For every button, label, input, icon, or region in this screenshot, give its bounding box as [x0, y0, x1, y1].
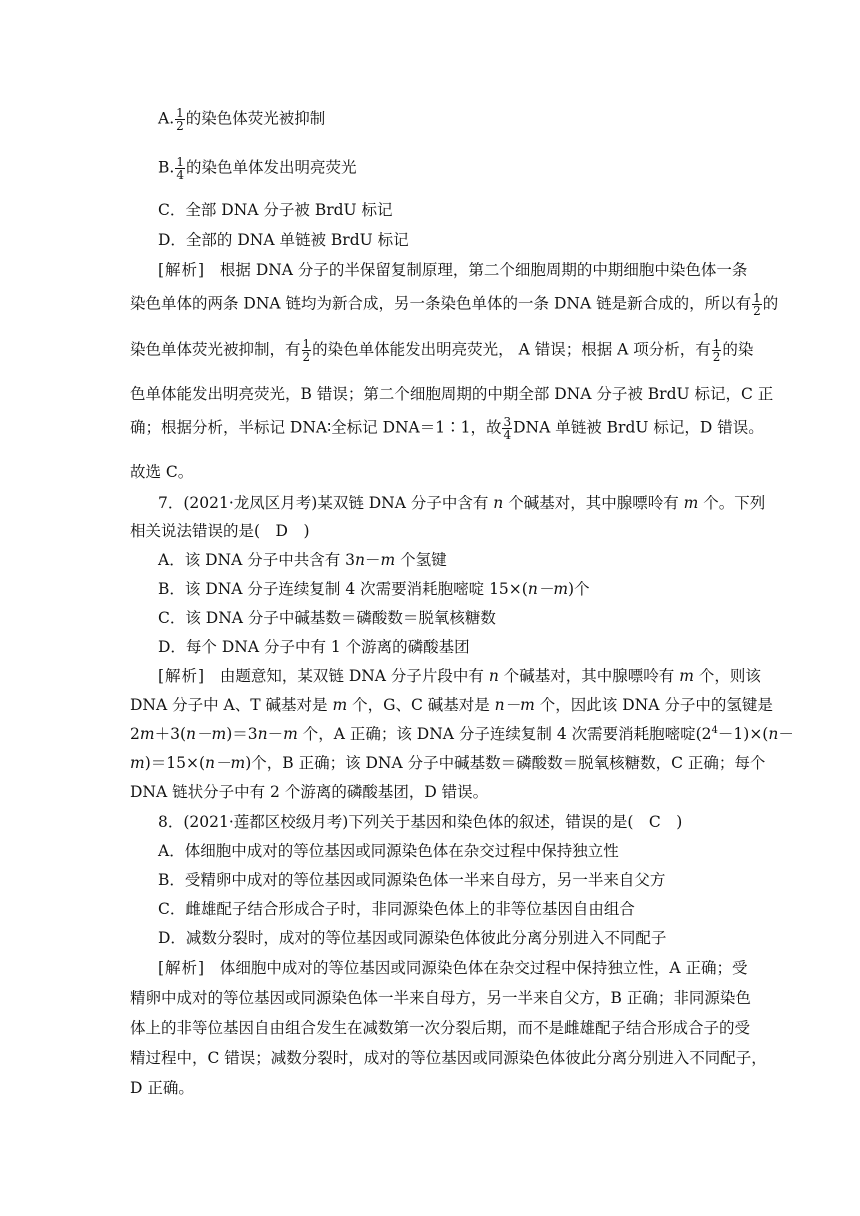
q7-stem-line-1: 7．(2021·龙凤区月考)某双链 DNA 分子中含有 n 个碱基对，其中腺嘌呤有 m 个。下列 — [158, 494, 766, 512]
q8-option-d: D．减数分裂时，成对的等位基因或同源染色体彼此分离分别进入不同配子 — [158, 929, 667, 947]
q7-stem-line-2: 相关说法错误的是( D ) — [130, 522, 310, 540]
q6-option-c: C．全部 DNA 分子被 BrdU 标记 — [158, 201, 393, 219]
fraction: $\frac{1}{4}$ — [176, 155, 184, 182]
q6-analysis-line-6: 故选 C。 — [130, 463, 194, 481]
q6-analysis-line-1: [解析] 根据 DNA 分子的半保留复制原理，第二个细胞周期的中期细胞中染色体一条 — [158, 261, 748, 279]
q7-option-c: C．该 DNA 分子中碱基数＝磷酸数＝脱氧核糖数 — [158, 609, 496, 627]
q6-option-d: D．全部的 DNA 单链被 BrdU 标记 — [158, 231, 409, 249]
analysis-tag: [解析] — [158, 959, 206, 977]
q7-option-a: A．该 DNA 分子中共含有 3n－m 个氢键 — [158, 551, 447, 569]
q6-analysis-line-3: 染色单体荧光被抑制，有 $\frac{1}{2}$ 的染色单体能发出明亮荧光， A 错误；根据 A 项分析，有 $\frac{1}{2}$ 的染 — [130, 337, 754, 364]
q8-analysis-line-1: [解析] 体细胞中成对的等位基因或同源染色体在杂交过程中保持独立性，A 正确；受 — [158, 959, 748, 977]
q6-option-a: A. $\frac{1}{2}$ 的染色体荧光被抑制 — [158, 106, 326, 133]
q7-analysis-line-2: DNA 分子中 A、T 碱基对是 m 个，G、C 碱基对是 n－m 个，因此该 DNA 分子中的氢键是 — [130, 696, 773, 714]
fraction: $\frac{3}{4}$ — [503, 415, 512, 442]
q7-analysis-line-1: [解析] 由题意知，某双链 DNA 分子片段中有 n 个碱基对，其中腺嘌呤有 m 个，则该 — [158, 667, 761, 685]
q7-analysis-line-4: m)＝15×(n－m)个，B 正确；该 DNA 分子中碱基数＝磷酸数＝脱氧核糖数，C 正确；每个 — [130, 754, 766, 772]
q6-analysis-line-4: 色单体能发出明亮荧光，B 错误；第二个细胞周期的中期全部 DNA 分子被 BrdU 标记，C 正 — [130, 385, 774, 403]
analysis-tag: [解析] — [158, 667, 206, 685]
q8-analysis-line-3: 体上的非等位基因自由组合发生在减数第一次分裂后期，而不是雌雄配子结合形成合子的受 — [130, 1019, 751, 1037]
analysis-tag: [解析] — [158, 261, 206, 279]
q8-analysis-line-5: D 正确。 — [130, 1079, 194, 1097]
fraction: $\frac{1}{2}$ — [176, 106, 184, 133]
fraction: $\frac{1}{2}$ — [302, 337, 311, 364]
q6-analysis-line-2: 染色单体的两条 DNA 链均为新合成，另一条染色单体的一条 DNA 链是新合成的，所以有 $\frac{1}{2}$ 的 — [130, 291, 779, 318]
q8-option-a: A．体细胞中成对的等位基因或同源染色体在杂交过程中保持独立性 — [158, 842, 619, 860]
q8-analysis-line-4: 精过程中，C 错误；减数分裂时，成对的等位基因或同源染色体彼此分离分别进入不同配子， — [130, 1049, 767, 1067]
q8-stem: 8．(2021·莲都区校级月考)下列关于基因和染色体的叙述，错误的是( C ) — [158, 813, 683, 831]
fraction: $\frac{1}{2}$ — [712, 337, 721, 364]
q6-analysis-line-5: 确；根据分析，半标记 DNA∶全标记 DNA＝1∶1，故 $\frac{3}{4}$ DNA 单链被 BrdU 标记，D 错误。 — [130, 415, 764, 442]
q7-analysis-line-5: DNA 链状分子中有 2 个游离的磷酸基团，D 错误。 — [130, 783, 489, 801]
q7-option-b: B．该 DNA 分子连续复制 4 次需要消耗胞嘧啶 15×(n－m)个 — [158, 580, 590, 598]
q7-analysis-line-3: 2m＋3(n－m)＝3n－m 个，A 正确；该 DNA 分子连续复制 4 次需要消耗胞嘧啶$(2^4-1)\times(n-$ — [130, 724, 794, 743]
q6-option-b: B. $\frac{1}{4}$ 的染色单体发出明亮荧光 — [158, 155, 357, 182]
fraction: $\frac{1}{2}$ — [753, 291, 761, 318]
q8-analysis-line-2: 精卵中成对的等位基因或同源染色体一半来自母方，另一半来自父方，B 正确；非同源染色 — [130, 989, 751, 1007]
q8-option-c: C．雌雄配子结合形成合子时，非同源染色体上的非等位基因自由组合 — [158, 900, 635, 918]
q7-option-d: D．每个 DNA 分子中有 1 个游离的磷酸基团 — [158, 638, 470, 656]
q8-option-b: B．受精卵中成对的等位基因或同源染色体一半来自母方，另一半来自父方 — [158, 871, 666, 889]
